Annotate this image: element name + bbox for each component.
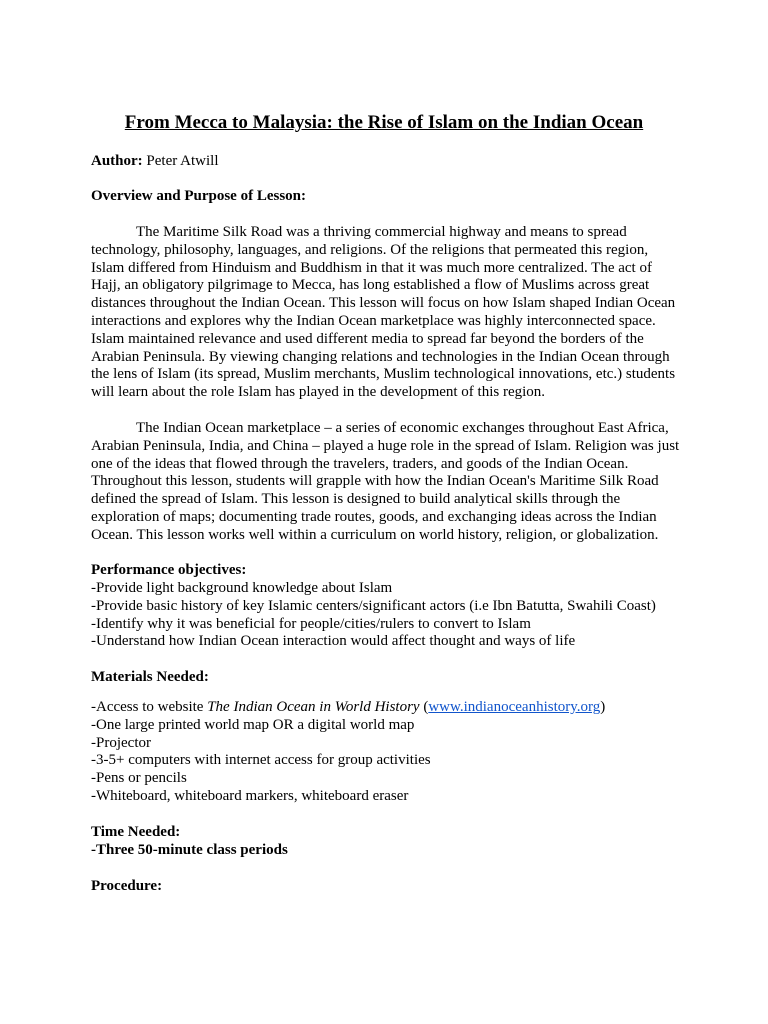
website-title: The Indian Ocean in World History bbox=[207, 699, 420, 715]
overview-heading: Overview and Purpose of Lesson: bbox=[91, 188, 306, 204]
procedure-heading: Procedure: bbox=[91, 878, 163, 894]
materials-list bbox=[91, 699, 691, 806]
author-name: Peter Atwill bbox=[142, 153, 219, 169]
materials-heading: Materials Needed: bbox=[91, 669, 209, 685]
overview-paragraph-2 bbox=[91, 420, 687, 545]
overview-paragraph-1 bbox=[91, 224, 685, 402]
list-item: -3-5+ computers with internet access for group activities bbox=[91, 752, 431, 769]
list-item: -Identify why it was beneficial for people/cities/rulers to convert to Islam bbox=[91, 615, 531, 632]
website-link[interactable]: www.indianoceanhistory.org bbox=[428, 699, 601, 715]
paragraph-2-text: The Indian Ocean marketplace – a series of economic exchanges throughout East Africa, Arabian Peninsula, India, and China – played a huge role in the spread of Islam. Religion was just one of the ideas that flowed through the travelers, traders, and goods of the Indian Ocean. Throughout this lesson, students will grapple with how the Indian Ocean's Maritime Silk Road defined the spread of Islam. This lesson is designed to build analytical skills through the exploration of maps; documenting trade routes, goods, and exchanging ideas across the Indian Ocean. This lesson works well within a curriculum on world history, religion, or globalization. bbox=[91, 420, 680, 543]
time-value: -Three 50-minute class periods bbox=[91, 842, 288, 858]
materials-prefix: -Access to website bbox=[91, 699, 208, 715]
list-item: -Understand how Indian Ocean interaction would affect thought and ways of life bbox=[91, 633, 576, 650]
time-heading: Time Needed: bbox=[91, 824, 181, 840]
list-item bbox=[91, 699, 691, 717]
paren-close: ) bbox=[600, 699, 606, 715]
list-item: -Pens or pencils bbox=[91, 770, 187, 787]
list-item: -Provide light background knowledge about Islam bbox=[91, 580, 393, 596]
list-item: -Projector bbox=[91, 734, 151, 751]
list-item: -Provide basic history of key Islamic centers/significant actors (i.e Ibn Batutta, Swahili Coast) bbox=[91, 597, 656, 614]
document-title: From Mecca to Malaysia: the Rise of Islam on the Indian Ocean bbox=[124, 112, 644, 133]
objectives-heading: Performance objectives: bbox=[91, 562, 247, 578]
list-item: -Whiteboard, whiteboard markers, whiteboard eraser bbox=[91, 787, 409, 804]
objectives-list bbox=[91, 580, 691, 651]
list-item: -One large printed world map OR a digital world map bbox=[91, 716, 415, 733]
paren-open: ( bbox=[419, 699, 429, 715]
author-label: Author: bbox=[91, 153, 143, 169]
paragraph-1-text: The Maritime Silk Road was a thriving commercial highway and means to spread technology, philosophy, languages, and religions. Of the religions that permeated this region, Islam differed from Hinduism and Buddhism in that it was much more centralized. The act of Hajj, an obligatory pilgrimage to Mecca, has long established a flow of Muslims across great distances throughout the Indian Ocean. This lesson will focus on how Islam shaped Indian Ocean interactions and explores why the Indian Ocean marketplace was highly interconnected space. Islam maintained relevance and used different media to spread far beyond the borders of the Arabian Peninsula. By viewing changing relations and technologies in the Indian Ocean through the lens of Islam (its spread, Muslim merchants, Muslim technological innovations, etc.) students will learn about the role Islam has played in the development of this region. bbox=[91, 224, 676, 401]
author-line bbox=[91, 153, 691, 171]
